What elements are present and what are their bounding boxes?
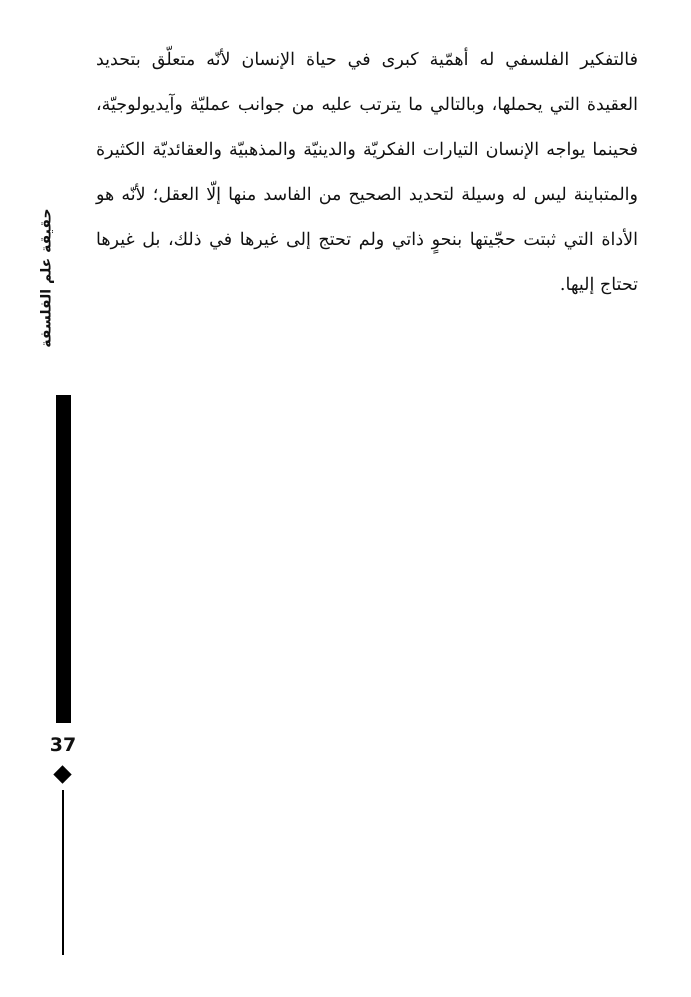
body-paragraph: فالتفكير الفلسفي له أهمّية كبرى في حياة الإنسان لأنّه متعلّق بتحديد العقيدة التي يحملها، وبالتالي ما يترتب عليه من جوانب عمليّة وآيديولوجيّة، فحينما يواجه الإنسان التيارات الفكريّة والدينيّة والمذهبيّة والعقائديّة الكثيرة والمتباينة ليس له وسيلة لتحديد الصحيح من الفاسد منها إلّا العقل؛ لأنّه هو الأداة التي ثبتت حجّيتها بنحوٍ ذاتي ولم تحتج إلى غيرها في ذلك، بل غيرها تحتاج إليها. [96, 50, 639, 295]
page-number: 37 [49, 734, 77, 756]
decorative-black-bar [56, 395, 71, 723]
diamond-ornament-icon [53, 765, 71, 783]
running-title-text: حقيقة علم الفلسفة [39, 207, 55, 348]
running-title [32, 207, 62, 348]
decorative-vertical-line [62, 790, 64, 955]
